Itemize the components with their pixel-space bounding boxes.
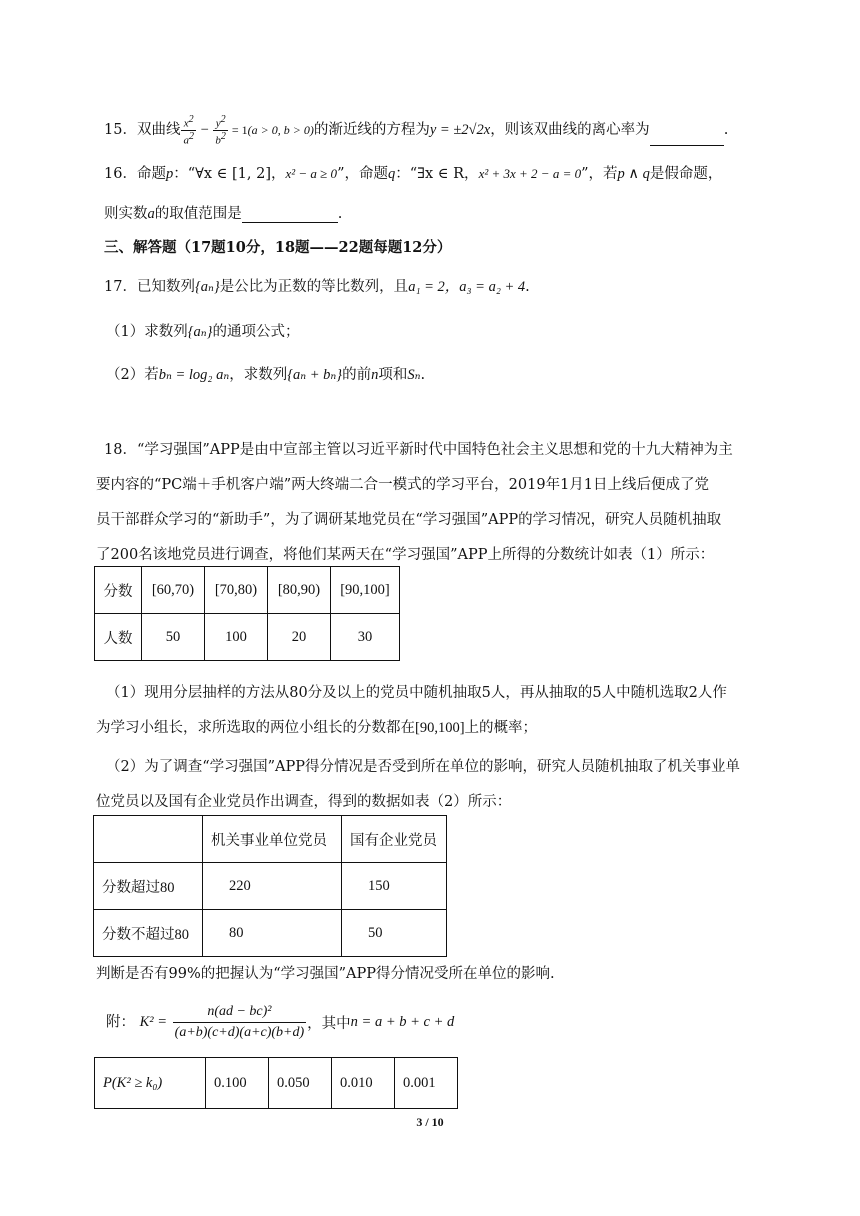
q16-eq: x² + 3x + 2 − a = 0 bbox=[478, 166, 582, 181]
q16-text-f: 是假命题， bbox=[649, 166, 723, 182]
page-number: 3 / 10 bbox=[416, 1115, 444, 1129]
table-cell: 0.001 bbox=[395, 1058, 458, 1109]
prop-p: p bbox=[165, 166, 174, 182]
q17-text: 是公比为正数的等比数列，且 bbox=[219, 279, 409, 295]
formula-where: ，其中 bbox=[307, 1016, 351, 1032]
q18-line2: 要内容的“PC端＋手机客户端”两大终端二合一模式的学习平台，2019年1月1日上线后便成了党 bbox=[96, 477, 710, 493]
table-cell: 0.010 bbox=[332, 1058, 395, 1109]
q18-line3: 员干部群众学习的“新助手”，为了调研某地党员在“学习强国”APP的学习情况，研究人员随机抽取 bbox=[96, 512, 722, 528]
q17-seq2: {aₙ + bₙ} bbox=[287, 367, 343, 383]
table-row bbox=[95, 567, 400, 614]
hyperbola-y-term: $\frac{y^2}{b^2}$ bbox=[215, 114, 226, 147]
table-cell: 人数 bbox=[95, 614, 142, 661]
q16-forall: ：“∀x ∈ [1, 2]， bbox=[173, 166, 286, 182]
q17-bn: bₙ = log₂ aₙ bbox=[158, 367, 230, 383]
q16-exists: ：“∃x ∈ R， bbox=[395, 166, 479, 182]
q17-p2-b: ，求数列 bbox=[229, 367, 288, 383]
q18-p1-end: 上的概率； bbox=[464, 720, 538, 736]
table-cell: 机关事业单位党员 bbox=[203, 816, 342, 863]
q18-line1: 18．“学习强国”APP是由中宣部主管以习近平新时代中国特色社会主义思想和党的十九大精神为主 bbox=[104, 442, 733, 458]
table-cell: 0.100 bbox=[206, 1058, 269, 1109]
q16-p-and-q: p ∧ q bbox=[617, 166, 650, 182]
formula-n: n = a + b + c + d bbox=[350, 1014, 455, 1030]
table-cell: 30 bbox=[331, 614, 400, 661]
q16-line2-a: 则实数 bbox=[104, 206, 148, 222]
q16-ineq: x² − a ≥ 0 bbox=[285, 166, 338, 181]
table-cell: 50 bbox=[142, 614, 205, 661]
q17-p2-e: . bbox=[420, 367, 426, 383]
q17-line1 bbox=[104, 275, 530, 296]
q17-p1-a: （1）求数列 bbox=[106, 324, 188, 340]
appendix-label: 附： bbox=[106, 1014, 135, 1031]
table-cell bbox=[94, 816, 203, 863]
table-row bbox=[94, 816, 447, 863]
q17-seq: {aₙ} bbox=[194, 279, 220, 295]
table-cell: 150 bbox=[342, 863, 447, 910]
table-cell: 220 bbox=[203, 863, 342, 910]
q16-text-e: ”，若 bbox=[581, 166, 618, 182]
unit-score-table-2 bbox=[93, 815, 447, 957]
q17-sn: Sₙ bbox=[407, 367, 421, 383]
formula-lhs: K² = bbox=[139, 1014, 168, 1030]
q16-line2 bbox=[104, 202, 342, 223]
q17-prefix: 17．已知数列 bbox=[104, 279, 195, 295]
q16-prefix: 16．命题 bbox=[104, 166, 166, 182]
q15-asymptote: y = ±2√2x bbox=[429, 122, 491, 139]
q16-line1 bbox=[104, 162, 722, 183]
q18-part1-line1: （1）现用分层抽样的方法从80分及以上的党员中随机抽取5人，再从抽取的5人中随机选取2人作 bbox=[106, 685, 727, 701]
answer-blank-15 bbox=[650, 131, 724, 146]
table-cell: P(K² ≥ k₀) bbox=[95, 1058, 206, 1109]
q18-part2-line1: （2）为了调查“学习强国”APP得分情况是否受到所在单位的影响，研究人员随机抽取了机关事业单 bbox=[106, 759, 741, 775]
formula-numerator: n(ad − bc)² bbox=[173, 1002, 307, 1023]
q18-appendix bbox=[106, 1002, 454, 1043]
q15-mid: 的渐近线的方程为 bbox=[313, 122, 430, 139]
q15-suffix: ，则该双曲线的离心率为 bbox=[490, 122, 650, 139]
table-cell: [70,80) bbox=[205, 567, 268, 614]
q15-end: . bbox=[723, 122, 729, 139]
prop-q: q bbox=[387, 166, 396, 182]
critical-value-table bbox=[94, 1057, 458, 1109]
table-row bbox=[94, 910, 447, 957]
table-cell: [60,70) bbox=[142, 567, 205, 614]
table-row bbox=[95, 1058, 458, 1109]
table-row bbox=[94, 863, 447, 910]
table-cell: 20 bbox=[268, 614, 331, 661]
table-cell: [90,100] bbox=[331, 567, 400, 614]
formula-denominator: (a+b)(c+d)(a+c)(b+d) bbox=[174, 1025, 305, 1040]
hyperbola-x-term: $\frac{x^2}{a^2}$ bbox=[183, 114, 194, 147]
q18-part1-line2 bbox=[96, 716, 537, 737]
q18-judge: 判断是否有99%的把握认为“学习强国”APP得分情况受所在单位的影响. bbox=[96, 966, 555, 982]
q16-line2-b: 的取值范围是 bbox=[154, 206, 242, 222]
q17-p1-b: 的通项公式； bbox=[212, 324, 300, 340]
q18-p1-text: 为学习小组长，求所选取的两位小组长的分数都在 bbox=[96, 720, 415, 736]
q16-end: . bbox=[337, 206, 343, 222]
score-table-1 bbox=[94, 566, 400, 661]
q15-condition: (a > 0, b > 0) bbox=[247, 123, 314, 138]
table-cell: 50 bbox=[342, 910, 447, 957]
table-cell: 分数超过80 bbox=[94, 863, 203, 910]
q17-end: . bbox=[525, 279, 530, 295]
table-cell: 80 bbox=[203, 910, 342, 957]
table-cell: 国有企业党员 bbox=[342, 816, 447, 863]
q17-cond: a₁ = 2，a₃ = a₂ + 4 bbox=[408, 279, 526, 295]
q15-line: 15．双曲线 $\frac{x^2}{a^2}$ − $\frac{y^2}{b^2}$ = 1(a > 0, b > 0)的渐近线的方程为y = ±2√2x，则该双曲线的离心率为 . bbox=[104, 114, 729, 147]
q15-prefix: 15．双曲线 bbox=[104, 122, 181, 139]
q16-var-a: a bbox=[147, 206, 155, 222]
table-cell: [80,90) bbox=[268, 567, 331, 614]
q17-p2-d: 项和 bbox=[378, 367, 408, 383]
q17-part1 bbox=[106, 320, 299, 341]
q17-p2-a: （2）若 bbox=[106, 367, 159, 383]
q17-p1-seq: {aₙ} bbox=[187, 324, 213, 340]
q17-part2 bbox=[106, 363, 425, 384]
table-row bbox=[95, 614, 400, 661]
q16-text-c: ”，命题 bbox=[337, 166, 388, 182]
q17-p2-c: 的前 bbox=[342, 367, 372, 383]
section-heading: 三、解答题（17题10分，18题——22题每题12分） bbox=[104, 239, 452, 256]
q18-p1-interval: [90,100] bbox=[415, 720, 465, 736]
table-cell: 分数不超过80 bbox=[94, 910, 203, 957]
q18-line4: 了200名该地党员进行调查，将他们某两天在“学习强国”APP上所得的分数统计如表（1）所示： bbox=[96, 547, 715, 563]
chi-square-formula bbox=[173, 1002, 307, 1043]
q18-part2-line2: 位党员以及国有企业党员作出调查，得到的数据如表（2）所示： bbox=[96, 794, 512, 810]
q17-n: n bbox=[371, 367, 379, 383]
table-cell: 100 bbox=[205, 614, 268, 661]
table-cell: 分数 bbox=[95, 567, 142, 614]
answer-blank-16 bbox=[242, 208, 338, 223]
table-cell: 0.050 bbox=[269, 1058, 332, 1109]
